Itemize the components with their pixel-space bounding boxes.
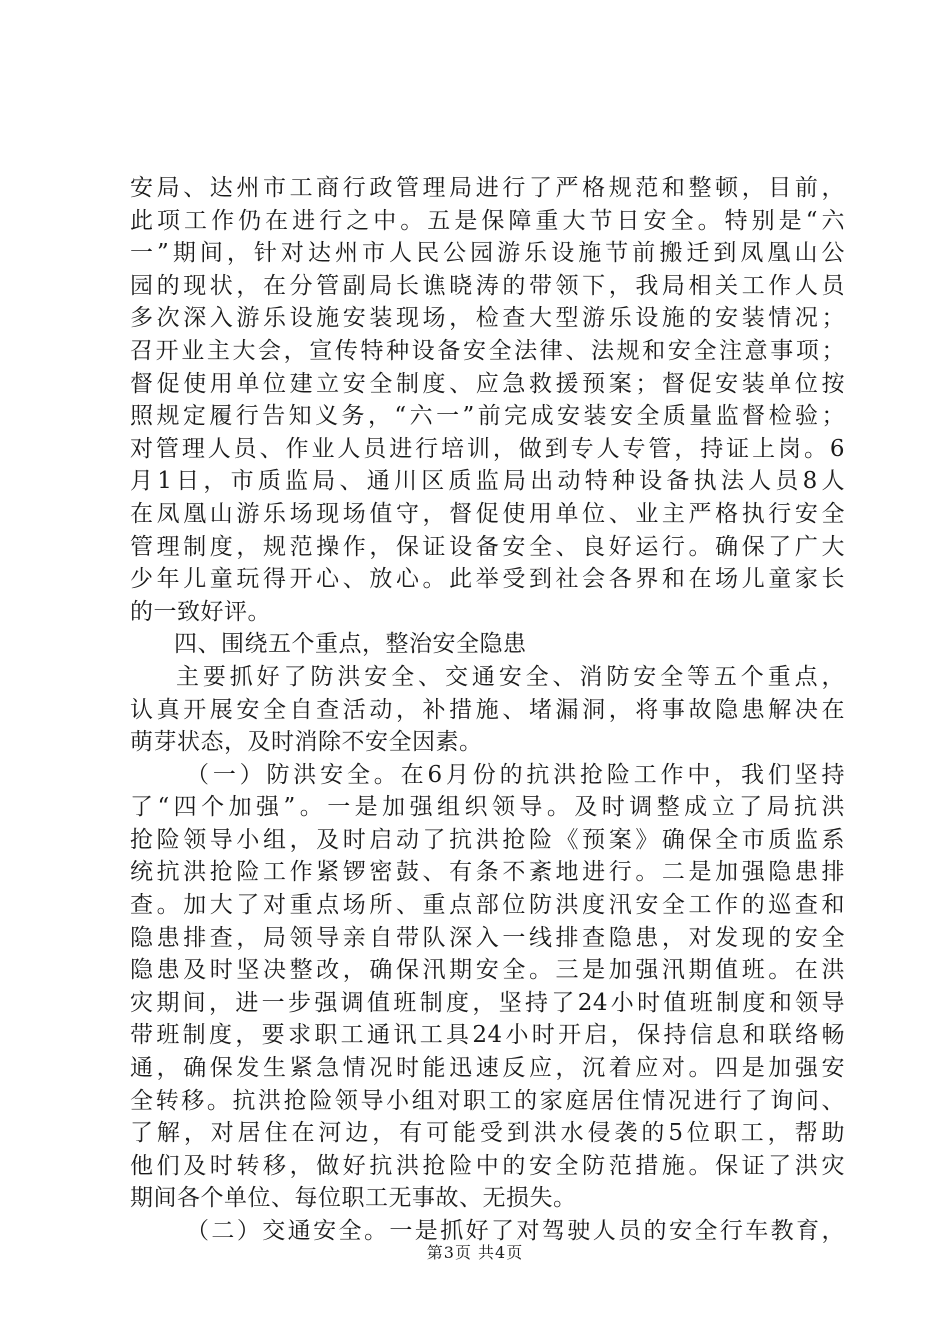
text-line: 安局、达州市工商行政管理局进行了严格规范和整顿，目前， <box>130 175 845 201</box>
text-line: 召开业主大会，宣传特种设备安全法律、法规和安全注意事项； <box>130 337 845 364</box>
text-line: 园的现状，在分管副局长谯晓涛的带领下，我局相关工作人员 <box>130 272 845 299</box>
text-line: 萌芽状态，及时消除不安全因素。 <box>130 729 483 756</box>
text-line: 通，确保发生紧急情况时能迅速反应，沉着应对。四是加强安 <box>130 1055 845 1082</box>
text-line: 他们及时转移，做好抗洪抢险中的安全防范措施。保证了洪灾 <box>130 1152 845 1179</box>
text-line: （二）交通安全。一是抓好了对驾驶人员的安全行车教育， <box>186 1218 845 1244</box>
document-body <box>130 172 845 1248</box>
text-line: 在凤凰山游乐场现场值守，督促使用单位、业主严格执行安全 <box>130 500 845 527</box>
text-line: 带班制度，要求职工通讯工具24小时开启，保持信息和联络畅 <box>130 1022 845 1049</box>
text-line: 隐患及时坚决整改，确保汛期安全。三是加强汛期值班。在洪 <box>130 957 845 984</box>
text-line: 了“四个加强”。一是加强组织领导。及时调整成立了局抗洪 <box>130 794 845 821</box>
text-line: 督促使用单位建立安全制度、应急救援预案；督促安装单位按 <box>130 370 845 397</box>
text-line: 管理制度，规范操作，保证设备安全、良好运行。确保了广大 <box>130 533 845 560</box>
text-line: 统抗洪抢险工作紧锣密鼓、有条不紊地进行。二是加强隐患排 <box>130 859 845 886</box>
text-line: 认真开展安全自查活动，补措施、堵漏洞，将事故隐患解决在 <box>130 696 845 723</box>
text-line: （一）防洪安全。在6月份的抗洪抢险工作中，我们坚持 <box>186 761 845 788</box>
text-line: 全转移。抗洪抢险领导小组对职工的家庭居住情况进行了询问、 <box>130 1087 845 1114</box>
text-line: 灾期间，进一步强调值班制度，坚持了24小时值班制度和领导 <box>130 989 845 1016</box>
page-footer: 第3页 共4页 <box>426 1243 524 1262</box>
text-line: 主要抓好了防洪安全、交通安全、消防安全等五个重点， <box>176 663 845 690</box>
text-line: 了解，对居住在河边，有可能受到洪水侵袭的5位职工，帮助 <box>130 1120 845 1147</box>
text-line: 此项工作仍在进行之中。五是保障重大节日安全。特别是“六 <box>130 207 845 234</box>
text-line: 对管理人员、作业人员进行培训，做到专人专管，持证上岗。6 <box>130 435 845 462</box>
text-line: 抢险领导小组，及时启动了抗洪抢险《预案》确保全市质监系 <box>130 826 845 853</box>
text-line: 多次深入游乐设施安装现场，检查大型游乐设施的安装情况； <box>130 305 845 332</box>
text-line: 一”期间，针对达州市人民公园游乐设施节前搬迁到凤凰山公 <box>130 240 845 267</box>
text-line: 照规定履行告知义务，“六一”前完成安装安全质量监督检验； <box>130 403 845 430</box>
section-heading: 四、围绕五个重点，整治安全隐患 <box>174 631 527 658</box>
text-line: 的一致好评。 <box>130 598 271 625</box>
text-line: 期间各个单位、每位职工无事故、无损失。 <box>130 1185 577 1212</box>
text-line: 月1日，市质监局、通川区质监局出动特种设备执法人员8人 <box>130 468 845 495</box>
text-line: 隐患排查，局领导亲自带队深入一线排查隐患，对发现的安全 <box>130 924 845 951</box>
text-line: 查。加大了对重点场所、重点部位防洪度汛安全工作的巡查和 <box>130 892 845 919</box>
text-line: 少年儿童玩得开心、放心。此举受到社会各界和在场儿童家长 <box>130 566 845 593</box>
